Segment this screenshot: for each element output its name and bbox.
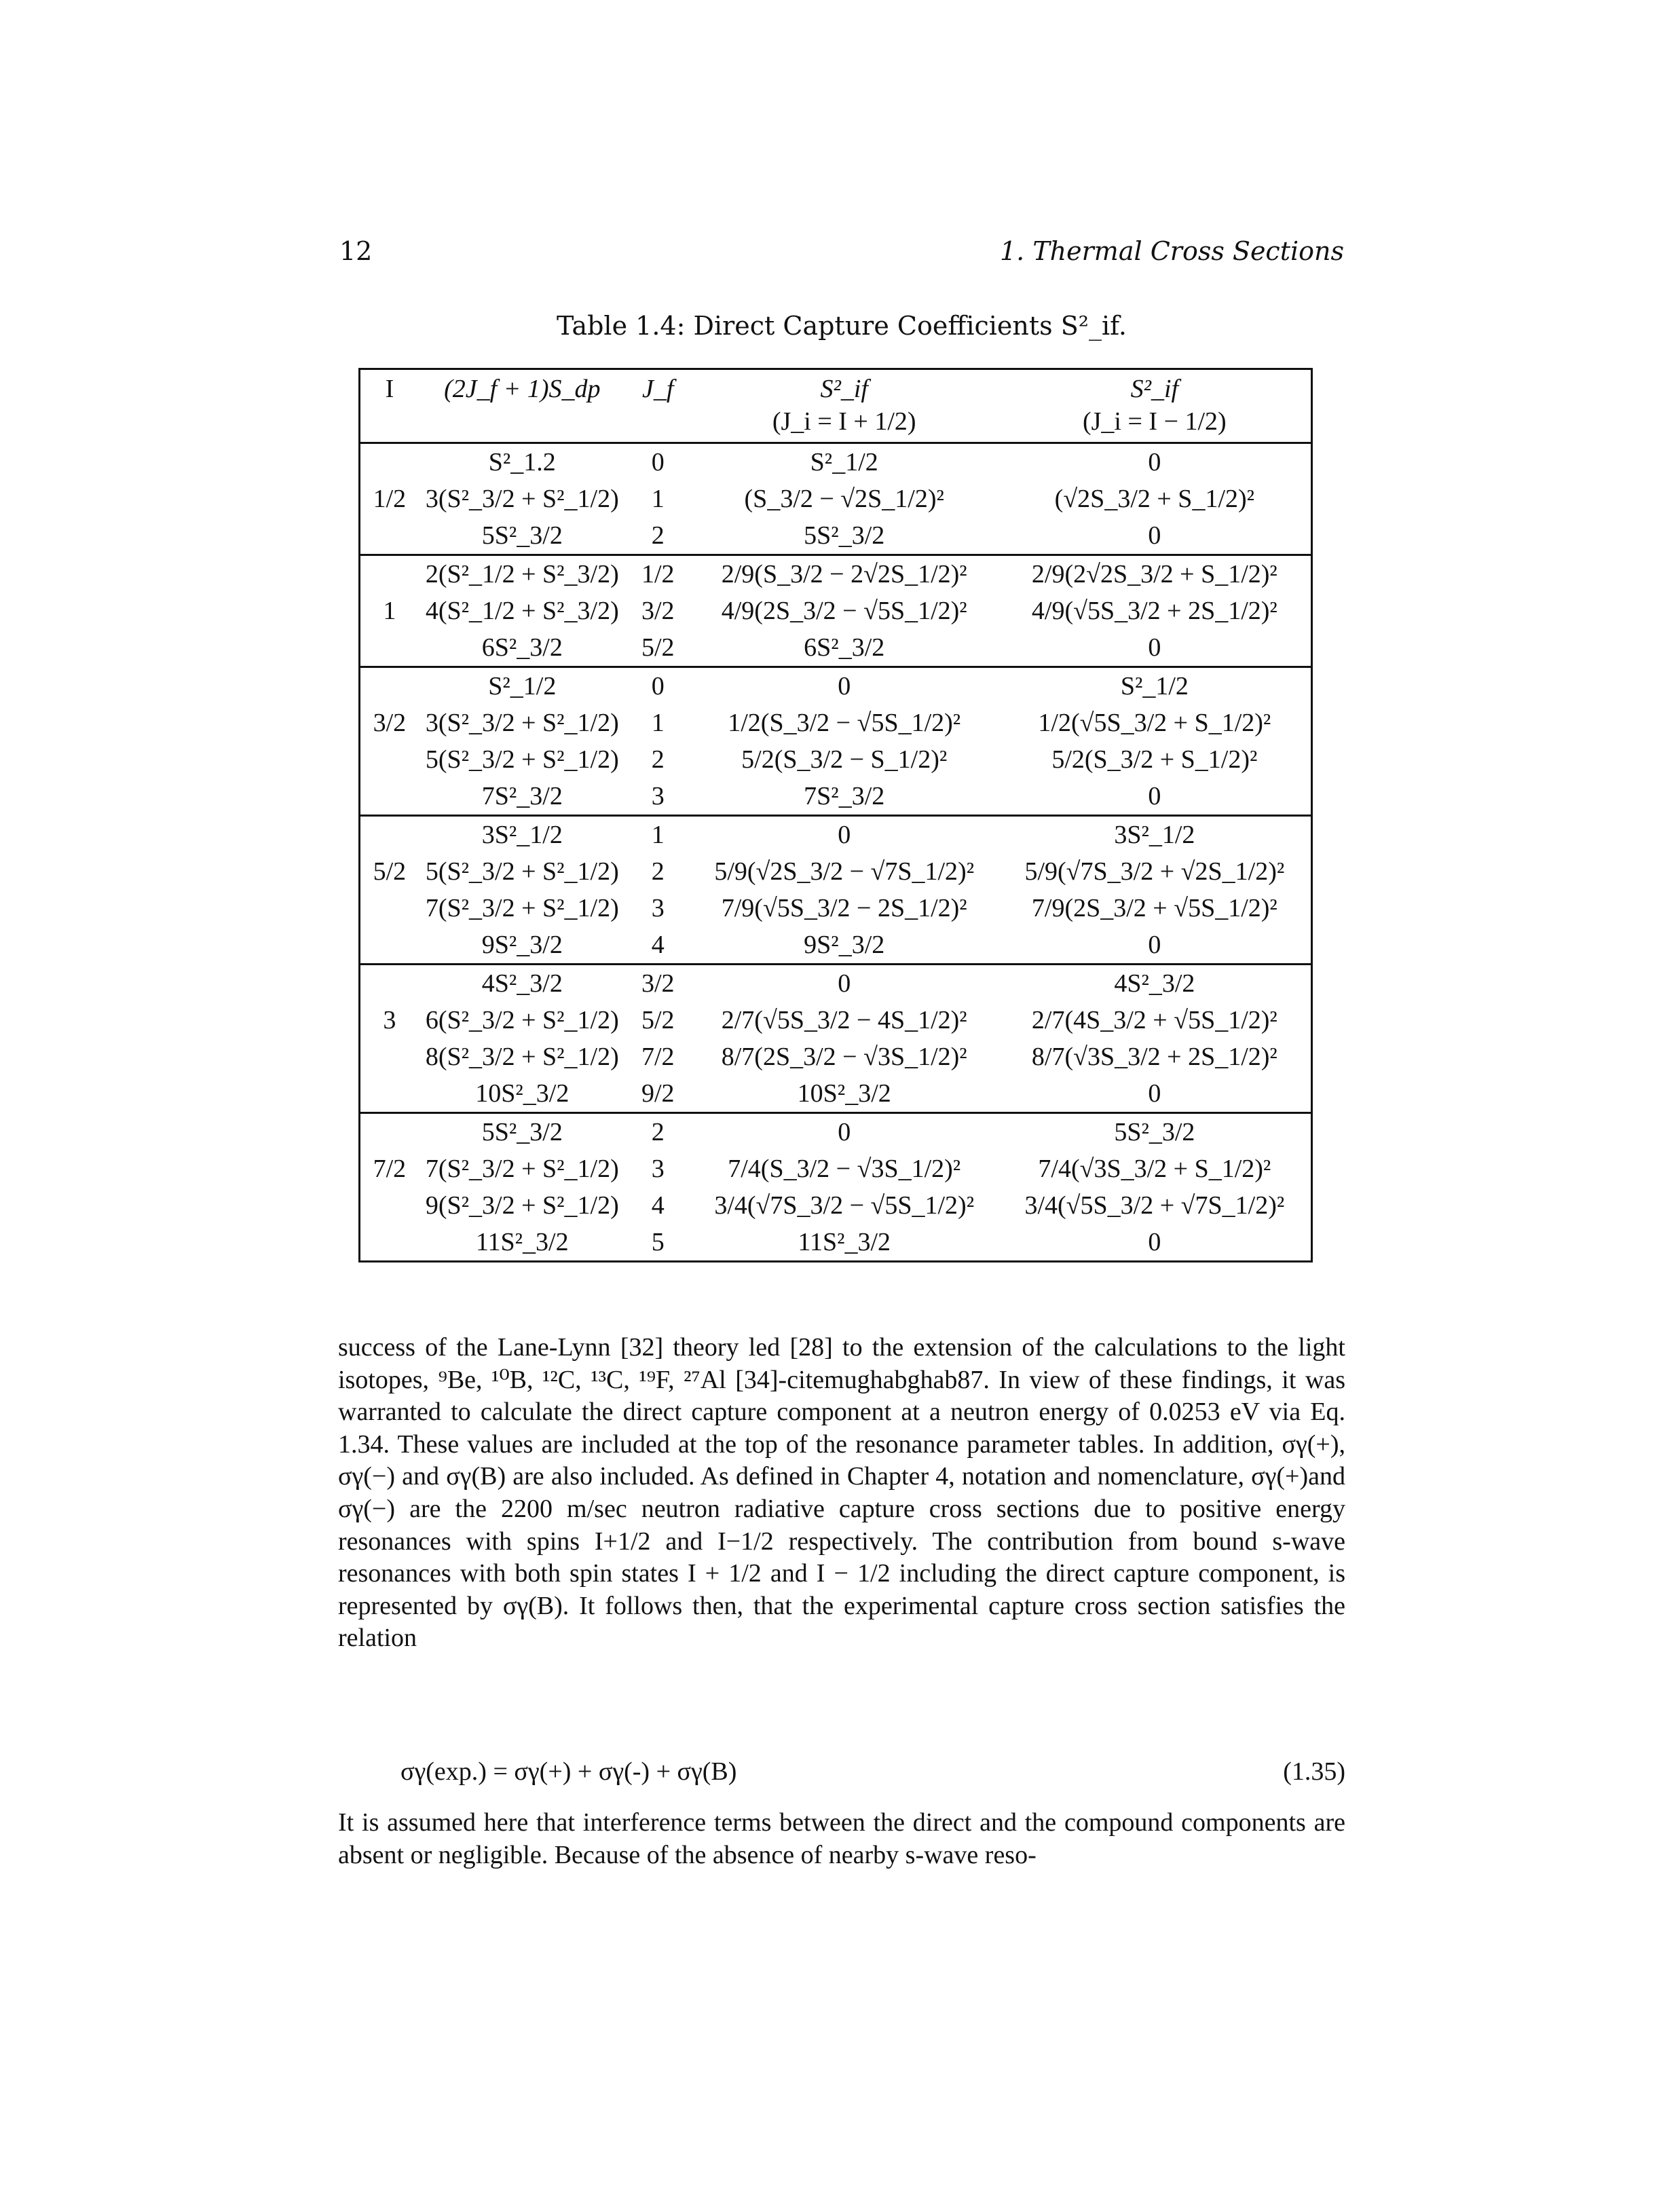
table-row xyxy=(360,816,1312,854)
table-row xyxy=(360,741,1312,778)
cell-i xyxy=(360,1187,419,1224)
table-row xyxy=(360,667,1312,705)
cell-sif-minus: S²_1/2 xyxy=(1120,672,1189,700)
cell-sif-plus: 0 xyxy=(838,821,851,849)
table-group xyxy=(360,667,1312,816)
col-header-sif-minus xyxy=(998,369,1312,443)
table-group xyxy=(360,965,1312,1113)
cell-sif-minus: 0 xyxy=(1148,521,1161,550)
running-head: 1. Thermal Cross Sections xyxy=(999,236,1344,266)
cell-sdp: 10S²_3/2 xyxy=(475,1079,570,1108)
cell-sif-plus: 0 xyxy=(838,1118,851,1146)
col-header-sif-plus xyxy=(690,369,998,443)
cell-jf: 0 xyxy=(651,448,665,476)
cell-i xyxy=(360,555,419,593)
table-group xyxy=(360,1113,1312,1262)
table-row xyxy=(360,629,1312,667)
cell-sdp: 11S²_3/2 xyxy=(475,1228,569,1256)
cell-i: 3 xyxy=(383,1006,396,1034)
col-header-sif-minus-symbol: S²_if xyxy=(1130,375,1179,403)
col-header-i: I xyxy=(385,375,394,403)
cell-jf: 3/2 xyxy=(641,597,675,625)
cell-sif-plus: 3/4(√7S_3/2 − √5S_1/2)² xyxy=(714,1191,975,1220)
table-row xyxy=(360,1113,1312,1151)
cell-sif-minus: 0 xyxy=(1148,633,1161,662)
table-caption: Table 1.4: Direct Capture Coefficients S²_if. xyxy=(557,311,1127,341)
cell-sif-plus: 9S²_3/2 xyxy=(804,931,885,959)
cell-sif-minus: 0 xyxy=(1148,1228,1161,1256)
cell-sif-plus: S²_1/2 xyxy=(810,448,878,476)
cell-sif-minus: 5S²_3/2 xyxy=(1114,1118,1195,1146)
table-row xyxy=(360,965,1312,1003)
cell-sdp: 5(S²_3/2 + S²_1/2) xyxy=(425,745,619,774)
table-row xyxy=(360,555,1312,593)
cell-i xyxy=(360,629,419,667)
col-header-sdp: (2J_f + 1)S_dp xyxy=(444,375,601,403)
equation-body: σγ(exp.) = σγ(+) + σγ(-) + σγ(B) xyxy=(400,1757,737,1786)
cell-jf: 2 xyxy=(651,1118,665,1146)
cell-sif-plus: 0 xyxy=(838,969,851,998)
cell-i xyxy=(360,1075,419,1113)
cell-sdp: 8(S²_3/2 + S²_1/2) xyxy=(425,1043,619,1071)
table-row xyxy=(360,1187,1312,1224)
table-group xyxy=(360,443,1312,555)
cell-sif-minus: 0 xyxy=(1148,448,1161,476)
cell-jf: 1 xyxy=(651,821,665,849)
cell-i xyxy=(360,667,419,705)
cell-sdp: 5S²_3/2 xyxy=(481,521,563,550)
cell-sif-plus: 5/9(√2S_3/2 − √7S_1/2)² xyxy=(714,857,975,886)
cell-sdp: 7S²_3/2 xyxy=(481,782,563,810)
table-group xyxy=(360,816,1312,965)
cell-i: 1/2 xyxy=(373,485,407,513)
table-row xyxy=(360,890,1312,927)
cell-i xyxy=(360,1113,419,1151)
cell-i xyxy=(360,927,419,965)
cell-sdp: 3(S²_3/2 + S²_1/2) xyxy=(425,485,619,513)
cell-sdp: 3(S²_3/2 + S²_1/2) xyxy=(425,709,619,737)
cell-i: 5/2 xyxy=(373,857,407,886)
cell-sif-minus: 7/4(√3S_3/2 + S_1/2)² xyxy=(1038,1155,1271,1183)
cell-sif-plus: 8/7(2S_3/2 − √3S_1/2)² xyxy=(721,1043,967,1071)
cell-sif-plus: 2/7(√5S_3/2 − 4S_1/2)² xyxy=(721,1006,967,1034)
cell-sdp: 2(S²_1/2 + S²_3/2) xyxy=(425,560,619,588)
cell-sif-plus: 7/4(S_3/2 − √3S_1/2)² xyxy=(728,1155,961,1183)
cell-sif-minus: 3S²_1/2 xyxy=(1114,821,1195,849)
cell-sif-minus: (√2S_3/2 + S_1/2)² xyxy=(1054,485,1255,513)
table-row xyxy=(360,1150,1312,1187)
table-row xyxy=(360,443,1312,481)
body-paragraph-1 xyxy=(338,1332,1345,1655)
cell-sdp: 3S²_1/2 xyxy=(481,821,563,849)
cell-sif-plus: 7/9(√5S_3/2 − 2S_1/2)² xyxy=(721,894,967,922)
cell-sif-minus: 5/2(S_3/2 + S_1/2)² xyxy=(1051,745,1258,774)
col-header-sif-plus-symbol: S²_if xyxy=(820,375,868,403)
cell-sif-plus: 7S²_3/2 xyxy=(804,782,885,810)
cell-sif-minus: 2/9(2√2S_3/2 + S_1/2)² xyxy=(1031,560,1277,588)
cell-sif-plus: 1/2(S_3/2 − √5S_1/2)² xyxy=(728,709,961,737)
cell-jf: 4 xyxy=(651,931,665,959)
table-group xyxy=(360,555,1312,667)
cell-jf: 3 xyxy=(651,1155,665,1183)
equation-number: (1.35) xyxy=(1283,1757,1345,1786)
table-row xyxy=(360,778,1312,816)
cell-sif-minus: 0 xyxy=(1148,782,1161,810)
table-header-row xyxy=(360,369,1312,443)
cell-jf: 3 xyxy=(651,782,665,810)
cell-i: 3/2 xyxy=(373,709,407,737)
direct-capture-table xyxy=(358,368,1313,1262)
cell-i xyxy=(360,1039,419,1075)
cell-sdp: 6(S²_3/2 + S²_1/2) xyxy=(425,1006,619,1034)
table-row xyxy=(360,705,1312,741)
cell-sif-minus: 0 xyxy=(1148,931,1161,959)
cell-jf: 5/2 xyxy=(641,633,675,662)
cell-jf: 1 xyxy=(651,485,665,513)
cell-sif-minus: 3/4(√5S_3/2 + √7S_1/2)² xyxy=(1024,1191,1285,1220)
cell-sdp: 5(S²_3/2 + S²_1/2) xyxy=(425,857,619,886)
table-row xyxy=(360,1075,1312,1113)
cell-sdp: 9S²_3/2 xyxy=(481,931,563,959)
table-row xyxy=(360,853,1312,890)
cell-sdp: 4S²_3/2 xyxy=(481,969,563,998)
cell-i xyxy=(360,890,419,927)
col-header-jf: J_f xyxy=(642,375,674,403)
cell-jf: 1/2 xyxy=(641,560,675,588)
cell-i xyxy=(360,517,419,555)
cell-sdp: 7(S²_3/2 + S²_1/2) xyxy=(425,894,619,922)
paragraph-text: success of the Lane-Lynn [32] theory led [28] to the extension of the calculations to the light isotopes, ⁹Be, ¹⁰B, ¹²C, ¹³C, ¹⁹F, ²⁷Al [34]-citemughabghab87. In view of these findings, it was warranted to calculate the direct capture component at a neutron energy of 0.0253 eV via Eq. 1.34. These values are included at the top of the resonance parameter tables. In addition, σγ(+), σγ(−) and σγ(B) are also included. As defined in Chapter 4, notation and nomenclature, σγ(+)and σγ(−) are the 2200 m/sec neutron radiative capture cross sections due to positive energy resonances with spins I+1/2 and I−1/2 respectively. The contribution from bound s-wave resonances with both spin states I + 1/2 and I − 1/2 including the direct capture component, is represented by σγ(B). It follows then, that the experimental capture cross section satisfies the relation xyxy=(338,1333,1345,1653)
cell-sif-plus: (S_3/2 − √2S_1/2)² xyxy=(744,485,944,513)
table-row xyxy=(360,927,1312,965)
cell-sif-plus: 10S²_3/2 xyxy=(797,1079,891,1108)
table-row xyxy=(360,481,1312,517)
cell-sif-minus: 5/9(√7S_3/2 + √2S_1/2)² xyxy=(1024,857,1285,886)
table-row xyxy=(360,517,1312,555)
col-header-sif-plus-condition: (J_i = I + 1/2) xyxy=(772,407,916,436)
cell-jf: 7/2 xyxy=(641,1043,675,1071)
cell-sdp: S²_1/2 xyxy=(488,672,557,700)
table-row xyxy=(360,1224,1312,1262)
cell-sif-minus: 8/7(√3S_3/2 + 2S_1/2)² xyxy=(1031,1043,1277,1071)
cell-jf: 2 xyxy=(651,857,665,886)
cell-sif-minus: 4S²_3/2 xyxy=(1114,969,1195,998)
cell-jf: 5/2 xyxy=(641,1006,675,1034)
body-paragraph-2 xyxy=(338,1807,1345,1871)
cell-sif-minus: 1/2(√5S_3/2 + S_1/2)² xyxy=(1038,709,1271,737)
cell-sdp: 6S²_3/2 xyxy=(481,633,563,662)
cell-sif-plus: 2/9(S_3/2 − 2√2S_1/2)² xyxy=(721,560,967,588)
cell-i: 7/2 xyxy=(373,1155,407,1183)
cell-jf: 3/2 xyxy=(641,969,675,998)
cell-jf: 5 xyxy=(651,1228,665,1256)
cell-sif-plus: 5S²_3/2 xyxy=(804,521,885,550)
cell-sdp: 9(S²_3/2 + S²_1/2) xyxy=(425,1191,619,1220)
table-row xyxy=(360,1002,1312,1039)
page-number: 12 xyxy=(339,236,373,266)
cell-sif-plus: 6S²_3/2 xyxy=(804,633,885,662)
col-header-sif-minus-condition: (J_i = I − 1/2) xyxy=(1082,407,1227,436)
cell-sif-plus: 11S²_3/2 xyxy=(798,1228,891,1256)
page-header xyxy=(339,236,1344,274)
cell-jf: 1 xyxy=(651,709,665,737)
cell-i xyxy=(360,741,419,778)
cell-i xyxy=(360,778,419,816)
cell-sif-plus: 4/9(2S_3/2 − √5S_1/2)² xyxy=(721,597,967,625)
cell-jf: 4 xyxy=(651,1191,665,1220)
cell-i xyxy=(360,1224,419,1262)
paragraph-text: It is assumed here that interference terms between the direct and the compound components are absent or negligible. Because of the absence of nearby s-wave reso- xyxy=(338,1808,1345,1869)
cell-sif-plus: 0 xyxy=(838,672,851,700)
cell-sif-plus: 5/2(S_3/2 − S_1/2)² xyxy=(741,745,948,774)
cell-sif-minus: 0 xyxy=(1148,1079,1161,1108)
cell-i xyxy=(360,816,419,854)
cell-sdp: 4(S²_1/2 + S²_3/2) xyxy=(425,597,619,625)
cell-jf: 9/2 xyxy=(641,1079,675,1108)
cell-jf: 3 xyxy=(651,894,665,922)
cell-jf: 0 xyxy=(651,672,665,700)
cell-i xyxy=(360,965,419,1003)
cell-jf: 2 xyxy=(651,745,665,774)
cell-sif-minus: 4/9(√5S_3/2 + 2S_1/2)² xyxy=(1031,597,1277,625)
table-row xyxy=(360,593,1312,629)
cell-i: 1 xyxy=(383,597,396,625)
equation-1-35 xyxy=(400,1757,1345,1795)
cell-i xyxy=(360,443,419,481)
cell-sdp: S²_1.2 xyxy=(488,448,556,476)
cell-sdp: 7(S²_3/2 + S²_1/2) xyxy=(425,1155,619,1183)
cell-sif-minus: 2/7(4S_3/2 + √5S_1/2)² xyxy=(1031,1006,1277,1034)
cell-sif-minus: 7/9(2S_3/2 + √5S_1/2)² xyxy=(1031,894,1277,922)
table-row xyxy=(360,1039,1312,1075)
cell-jf: 2 xyxy=(651,521,665,550)
cell-sdp: 5S²_3/2 xyxy=(481,1118,563,1146)
